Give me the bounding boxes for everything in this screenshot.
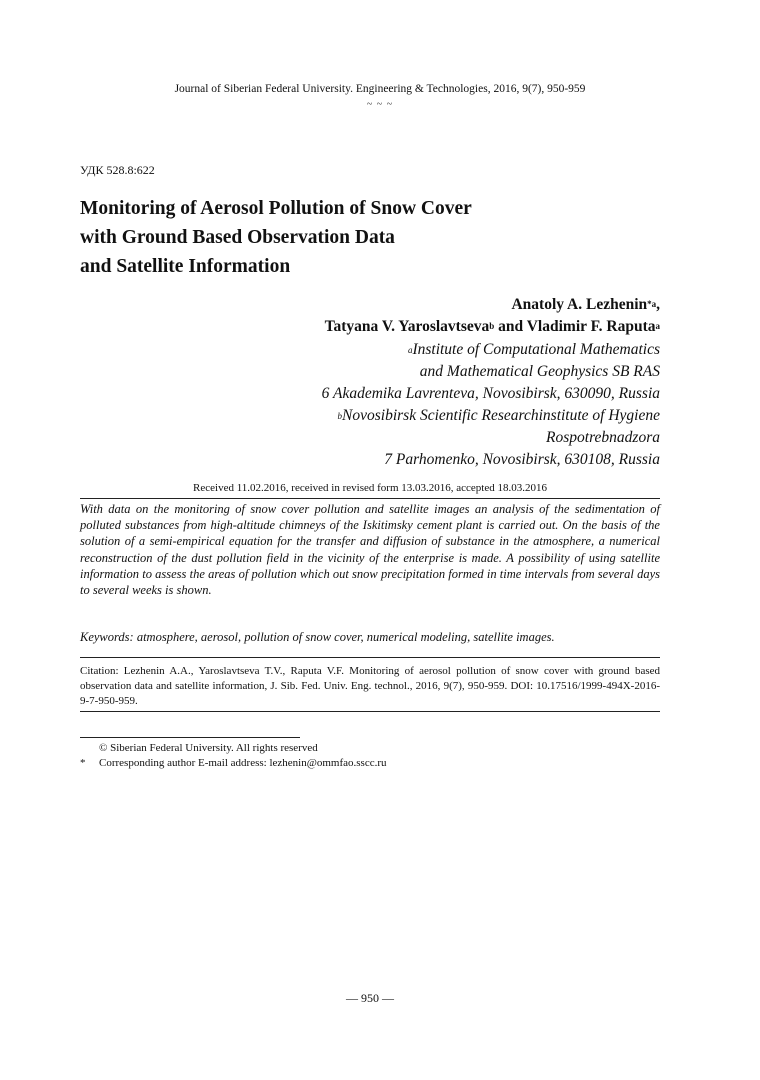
title-line: and Satellite Information — [80, 256, 291, 277]
footnote-text: © Siberian Federal University. All rights reserved — [99, 742, 318, 754]
affiliation-line — [322, 339, 660, 361]
page-number: — 950 — — [346, 991, 394, 1005]
citation: Citation: Lezhenin A.A., Yaroslavtseva T.V., Raputa V.F. Monitoring of aerosol pollution of snow cover with ground based observation data and satellite information, J. Sib. Fed. Univ. Eng. technol., 2016, 9(7), 950-959. DOI: 10.17516/1999-494X-2016-9-7-950-959. — [80, 665, 660, 707]
divider — [80, 711, 660, 712]
author-separator: , — [656, 296, 660, 313]
affiliation-line: Rospotrebnadzora — [546, 429, 660, 446]
author-name: Vladimir F. Raputa — [526, 318, 656, 335]
author-line-2 — [325, 316, 660, 338]
author-name: Tatyana V. Yaroslavtseva — [324, 318, 490, 335]
udc-code: УДК 528.8:622 — [80, 163, 155, 177]
divider — [80, 498, 660, 499]
author-affiliation-mark: *a — [647, 299, 657, 309]
author-name: Anatoly A. Lezhenin — [511, 296, 648, 313]
copyright-footnote — [80, 741, 318, 756]
divider — [80, 657, 660, 658]
footnote-text: Corresponding author E-mail address: lezhenin@ommfao.sscc.ru — [99, 757, 387, 769]
author-affiliation-mark: b — [489, 321, 495, 331]
affiliation-mark: a — [407, 345, 413, 355]
header-ornament: ~ ~ ~ — [366, 99, 394, 110]
received-dates: Received 11.02.2016, received in revised form 13.03.2016, accepted 18.03.2016 — [193, 482, 547, 494]
affiliation-text: Novosibirsk Scientific Researchinstitute of Hygiene — [342, 407, 660, 424]
paper-title — [80, 194, 472, 281]
footnote-rule — [80, 737, 300, 738]
keywords: Keywords: atmosphere, aerosol, pollution of snow cover, numerical modeling, satellite images. — [80, 630, 555, 644]
affiliations — [322, 339, 660, 471]
affiliation-mark: b — [337, 411, 343, 421]
author-list — [325, 294, 660, 338]
author-line-1 — [325, 294, 660, 316]
title-line: Monitoring of Aerosol Pollution of Snow Cover — [80, 198, 472, 219]
affiliation-line: 7 Parhomenko, Novosibirsk, 630108, Russia — [384, 451, 660, 468]
affiliation-line: and Mathematical Geophysics SB RAS — [419, 363, 660, 380]
abstract: With data on the monitoring of snow cover pollution and satellite images an analysis of the sedimentation of polluted substances from high-altitude chimneys of the Iskitimsky cement plant is carried out. On the basis of the solution of a semi-empirical equation for the transfer and diffusion of substance in the atmosphere, a numerical reconstruction of the dust pollution field in the vicinity of the enterprise is made. A possibility of using satellite information to assess the areas of pollution which out snow precipitation formed in time intervals from several days to several weeks is shown. — [80, 502, 660, 598]
journal-header: Journal of Siberian Federal University. Engineering & Technologies, 2016, 9(7), 950-959 — [174, 83, 586, 95]
affiliation-line: 6 Akademika Lavrenteva, Novosibirsk, 630090, Russia — [321, 385, 660, 402]
affiliation-line — [322, 405, 660, 427]
author-separator: and — [494, 318, 527, 335]
corresponding-author-footnote — [80, 756, 387, 771]
title-line: with Ground Based Observation Data — [80, 227, 395, 248]
author-affiliation-mark: a — [655, 321, 660, 331]
affiliation-text: Institute of Computational Mathematics — [412, 341, 660, 358]
footnote-mark: * — [80, 757, 86, 769]
